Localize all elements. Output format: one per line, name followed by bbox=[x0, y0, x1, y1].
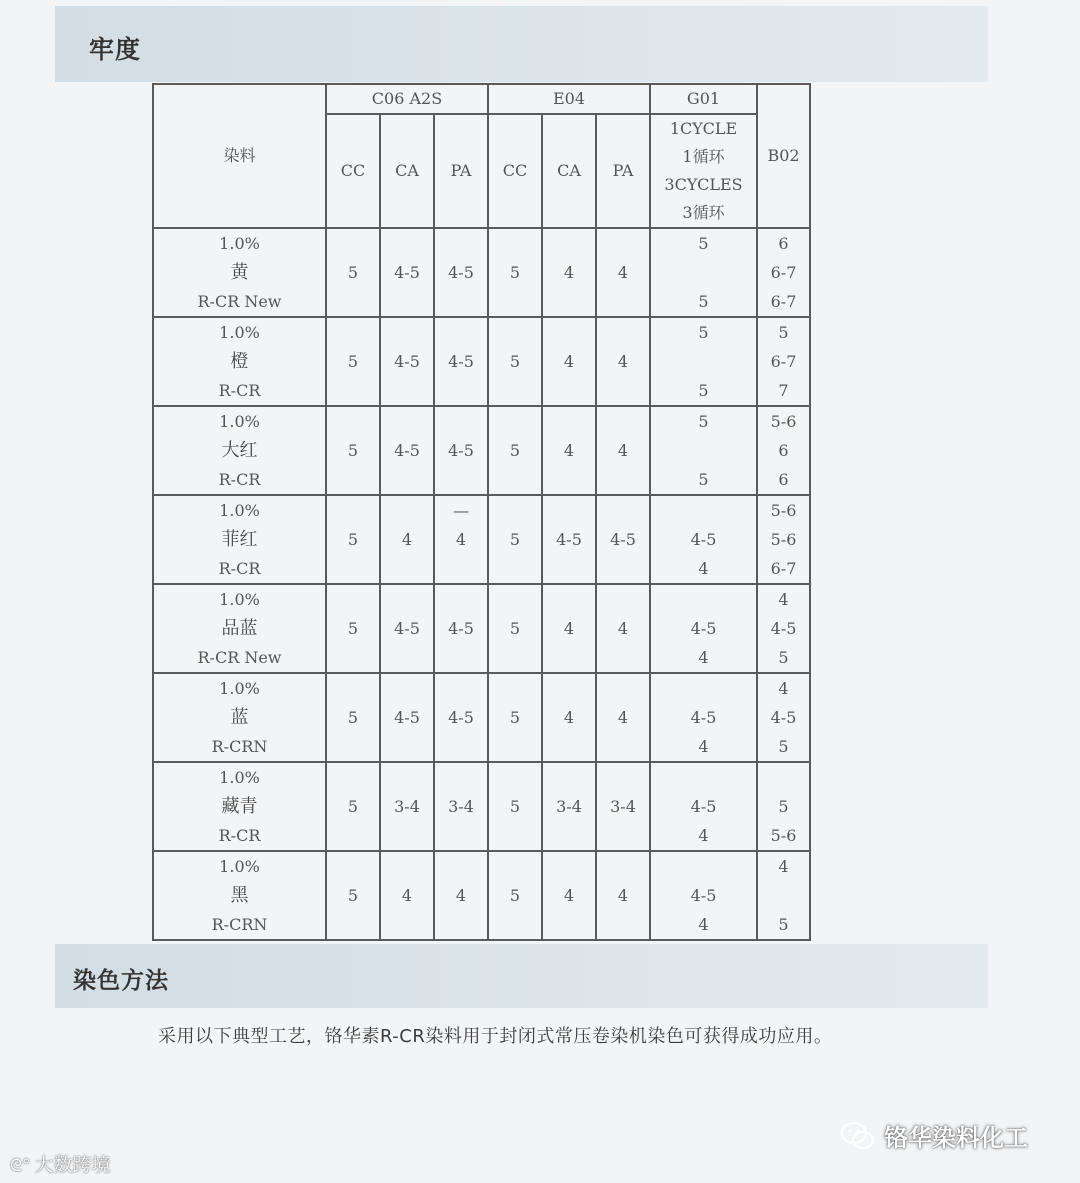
cell-g01-line bbox=[651, 436, 756, 465]
dye-code: R-CR New bbox=[197, 648, 282, 667]
cell-c06-cc: 5 bbox=[326, 584, 380, 673]
dye-name: 黄 bbox=[230, 262, 249, 283]
cell-g01-line bbox=[651, 585, 756, 614]
brand-logo-icon: ᘓ° bbox=[10, 1156, 31, 1176]
cell-b02-line: 5-6 bbox=[770, 412, 797, 431]
cell-b02-line: 5 bbox=[778, 648, 789, 667]
cell-b02-line bbox=[758, 881, 809, 910]
cell-b02-line: 7 bbox=[778, 381, 789, 400]
table-row bbox=[153, 495, 810, 584]
cell-b02-line: 6 bbox=[778, 234, 789, 253]
watermark-left bbox=[10, 1150, 110, 1177]
dye-code: R-CR New bbox=[197, 292, 282, 311]
cell-b02-line: 6-7 bbox=[770, 292, 797, 311]
cell-g01-line: 5 bbox=[698, 412, 709, 431]
dye-code: R-CR bbox=[218, 826, 261, 845]
cell-e04-ca: 3-4 bbox=[542, 762, 596, 851]
cell-c06-ca: 4-5 bbox=[380, 584, 434, 673]
g01-sub-1cycle: 1CYCLE bbox=[669, 119, 738, 138]
cell-b02-line: 4-5 bbox=[770, 708, 797, 727]
cell-e04-pa: 4 bbox=[596, 584, 650, 673]
cell-g01-line: 5 bbox=[698, 292, 709, 311]
cell-b02-line: 5 bbox=[778, 797, 789, 816]
cell-b02 bbox=[757, 495, 810, 584]
cell-g01-line bbox=[651, 496, 756, 525]
dye-column-header: 染料 bbox=[153, 84, 326, 228]
g01-group-header: G01 bbox=[650, 84, 757, 114]
cell-b02 bbox=[757, 673, 810, 762]
cell-g01-line: 4-5 bbox=[690, 530, 717, 549]
dye-name: 大红 bbox=[221, 440, 258, 461]
dye-concentration: 1.0% bbox=[219, 590, 260, 609]
cell-e04-pa: 4-5 bbox=[596, 495, 650, 584]
cell-c06-pa: 4 bbox=[434, 851, 488, 940]
cell-e04-pa: 3-4 bbox=[596, 762, 650, 851]
cell-g01-line bbox=[651, 347, 756, 376]
cell-c06-pa: 4-5 bbox=[434, 406, 488, 495]
subcol-c06-pa: PA bbox=[434, 114, 488, 228]
cell-e04-pa: 4 bbox=[596, 317, 650, 406]
cell-g01-line: 5 bbox=[698, 381, 709, 400]
cell-c06-pa bbox=[434, 495, 488, 584]
cell-b02-line: 6 bbox=[778, 470, 789, 489]
wechat-icon bbox=[840, 1121, 876, 1151]
cell-b02-line bbox=[758, 763, 809, 792]
dye-concentration: 1.0% bbox=[219, 679, 260, 698]
cell-b02 bbox=[757, 584, 810, 673]
fastness-header-band bbox=[55, 6, 988, 82]
cell-e04-pa: 4 bbox=[596, 673, 650, 762]
dye-cell bbox=[153, 762, 326, 851]
cell-g01 bbox=[650, 673, 757, 762]
cell-b02-line: 5-6 bbox=[770, 501, 797, 520]
e04-group-header: E04 bbox=[488, 84, 650, 114]
cell-e04-cc: 5 bbox=[488, 228, 542, 317]
cell-e04-cc: 5 bbox=[488, 673, 542, 762]
cell-g01-line: 4 bbox=[698, 559, 709, 578]
g01-sub-1cycle-cn: 1循环 bbox=[682, 147, 725, 166]
dye-name: 蓝 bbox=[230, 707, 249, 728]
cell-c06-ca: 4 bbox=[380, 495, 434, 584]
watermark-right bbox=[840, 1118, 1028, 1153]
cell-b02-line: 6-7 bbox=[770, 352, 797, 371]
cell-b02-line: 6 bbox=[778, 441, 789, 460]
dye-name: 品蓝 bbox=[221, 618, 258, 639]
cell-c06-ca: 4-5 bbox=[380, 406, 434, 495]
subcol-c06-cc: CC bbox=[326, 114, 380, 228]
cell-e04-cc: 5 bbox=[488, 851, 542, 940]
cell-c06-cc: 5 bbox=[326, 406, 380, 495]
dye-concentration: 1.0% bbox=[219, 768, 260, 787]
cell-b02-line: 6-7 bbox=[770, 263, 797, 282]
cell-b02 bbox=[757, 851, 810, 940]
cell-c06-pa: 4-5 bbox=[434, 317, 488, 406]
cell-c06-cc: 5 bbox=[326, 673, 380, 762]
watermark-left-text: 大数跨境 bbox=[34, 1154, 111, 1176]
cell-e04-cc: 5 bbox=[488, 762, 542, 851]
cell-c06-cc: 5 bbox=[326, 495, 380, 584]
cell-e04-ca: 4-5 bbox=[542, 495, 596, 584]
cell-c06-ca: 4-5 bbox=[380, 228, 434, 317]
cell-g01 bbox=[650, 317, 757, 406]
dye-concentration: 1.0% bbox=[219, 857, 260, 876]
cell-e04-cc: 5 bbox=[488, 317, 542, 406]
dye-concentration: 1.0% bbox=[219, 501, 260, 520]
table-row bbox=[153, 228, 810, 317]
fastness-section-title: 牢度 bbox=[89, 35, 142, 64]
method-section-title: 染色方法 bbox=[73, 968, 169, 994]
table-row bbox=[153, 317, 810, 406]
cell-g01-line bbox=[651, 763, 756, 792]
cell-g01-line: 4-5 bbox=[690, 886, 717, 905]
cell-c06-cc: 5 bbox=[326, 317, 380, 406]
g01-cycles-header bbox=[650, 114, 757, 228]
cell-g01 bbox=[650, 762, 757, 851]
cell-c06-cc: 5 bbox=[326, 228, 380, 317]
table-row bbox=[153, 673, 810, 762]
dye-name: 黑 bbox=[230, 885, 249, 906]
cell-b02-line: 4 bbox=[778, 590, 789, 609]
cell-c06-pa: 4-5 bbox=[434, 228, 488, 317]
cell-g01-line: 5 bbox=[698, 323, 709, 342]
cell-g01 bbox=[650, 406, 757, 495]
dye-name: 藏青 bbox=[221, 796, 258, 817]
subcol-e04-pa: PA bbox=[596, 114, 650, 228]
table-row bbox=[153, 584, 810, 673]
cell-g01-line: 5 bbox=[698, 234, 709, 253]
cell-g01-line bbox=[651, 852, 756, 881]
cell-b02-line: 5 bbox=[778, 737, 789, 756]
cell-b02-line: 6-7 bbox=[770, 559, 797, 578]
fastness-table bbox=[152, 83, 811, 941]
cell-e04-pa: 4 bbox=[596, 228, 650, 317]
dye-cell bbox=[153, 673, 326, 762]
dye-code: R-CR bbox=[218, 470, 261, 489]
cell-c06-pa: 3-4 bbox=[434, 762, 488, 851]
cell-c06-pa: 4-5 bbox=[434, 584, 488, 673]
cell-b02-line: 4-5 bbox=[770, 619, 797, 638]
dye-concentration: 1.0% bbox=[219, 234, 260, 253]
cell-c06-ca: 4-5 bbox=[380, 317, 434, 406]
cell-c06-cc: 5 bbox=[326, 851, 380, 940]
subcol-e04-cc: CC bbox=[488, 114, 542, 228]
table-row bbox=[153, 762, 810, 851]
method-description: 采用以下典型工艺，铬华素R-CR染料用于封闭式常压卷染机染色可获得成功应用。 bbox=[158, 1026, 833, 1047]
subcol-c06-ca: CA bbox=[380, 114, 434, 228]
cell-b02 bbox=[757, 228, 810, 317]
cell-e04-ca: 4 bbox=[542, 406, 596, 495]
method-header-band bbox=[55, 944, 988, 1008]
c06-group-header: C06 A2S bbox=[326, 84, 488, 114]
dye-cell bbox=[153, 851, 326, 940]
cell-b02-line: 4 bbox=[778, 857, 789, 876]
cell-e04-cc: 5 bbox=[488, 584, 542, 673]
dye-concentration: 1.0% bbox=[219, 412, 260, 431]
dye-cell bbox=[153, 495, 326, 584]
dye-code: R-CR bbox=[218, 381, 261, 400]
cell-g01-line: 4-5 bbox=[690, 708, 717, 727]
cell-c06-pa-value: 4 bbox=[455, 530, 467, 549]
cell-g01-line: 4-5 bbox=[690, 619, 717, 638]
cell-b02 bbox=[757, 406, 810, 495]
cell-b02-line: 4 bbox=[778, 679, 789, 698]
cell-g01-line bbox=[651, 258, 756, 287]
dye-cell bbox=[153, 228, 326, 317]
cell-b02-line: 5-6 bbox=[770, 826, 797, 845]
cell-c06-pa-mark: — bbox=[453, 501, 469, 520]
cell-c06-ca: 4-5 bbox=[380, 673, 434, 762]
subcol-e04-ca: CA bbox=[542, 114, 596, 228]
g01-sub-3cycles: 3CYCLES bbox=[664, 175, 743, 194]
cell-b02-line: 5 bbox=[778, 323, 789, 342]
cell-g01 bbox=[650, 495, 757, 584]
table-row bbox=[153, 406, 810, 495]
cell-g01-line: 4 bbox=[698, 737, 709, 756]
g01-sub-3cycles-cn: 3循环 bbox=[682, 203, 725, 222]
cell-e04-pa: 4 bbox=[596, 851, 650, 940]
cell-e04-ca: 4 bbox=[542, 228, 596, 317]
cell-e04-ca: 4 bbox=[542, 673, 596, 762]
table-row bbox=[153, 851, 810, 940]
cell-g01-line: 4 bbox=[698, 915, 709, 934]
cell-g01-line bbox=[651, 674, 756, 703]
cell-g01-line: 5 bbox=[698, 470, 709, 489]
dye-cell bbox=[153, 584, 326, 673]
cell-g01-line: 4 bbox=[698, 648, 709, 667]
cell-e04-ca: 4 bbox=[542, 851, 596, 940]
cell-c06-pa: 4-5 bbox=[434, 673, 488, 762]
cell-c06-ca: 4 bbox=[380, 851, 434, 940]
cell-g01 bbox=[650, 228, 757, 317]
cell-e04-ca: 4 bbox=[542, 584, 596, 673]
b02-column-header: B02 bbox=[757, 84, 810, 228]
dye-code: R-CRN bbox=[211, 915, 268, 934]
cell-g01-line: 4-5 bbox=[690, 797, 717, 816]
cell-g01 bbox=[650, 851, 757, 940]
cell-g01 bbox=[650, 584, 757, 673]
watermark-right-text: 铬华染料化工 bbox=[884, 1124, 1028, 1152]
cell-c06-cc: 5 bbox=[326, 762, 380, 851]
cell-e04-pa: 4 bbox=[596, 406, 650, 495]
cell-g01-line: 4 bbox=[698, 826, 709, 845]
dye-code: R-CRN bbox=[211, 737, 268, 756]
cell-b02-line: 5 bbox=[778, 915, 789, 934]
cell-b02-line: 5-6 bbox=[770, 530, 797, 549]
cell-e04-cc: 5 bbox=[488, 495, 542, 584]
dye-name: 菲红 bbox=[221, 529, 258, 550]
dye-name: 橙 bbox=[230, 351, 249, 372]
dye-code: R-CR bbox=[218, 559, 261, 578]
dye-concentration: 1.0% bbox=[219, 323, 260, 342]
cell-b02 bbox=[757, 762, 810, 851]
cell-c06-ca: 3-4 bbox=[380, 762, 434, 851]
cell-b02 bbox=[757, 317, 810, 406]
fastness-table-body bbox=[153, 228, 810, 940]
cell-e04-cc: 5 bbox=[488, 406, 542, 495]
cell-e04-ca: 4 bbox=[542, 317, 596, 406]
dye-cell bbox=[153, 317, 326, 406]
dye-cell bbox=[153, 406, 326, 495]
